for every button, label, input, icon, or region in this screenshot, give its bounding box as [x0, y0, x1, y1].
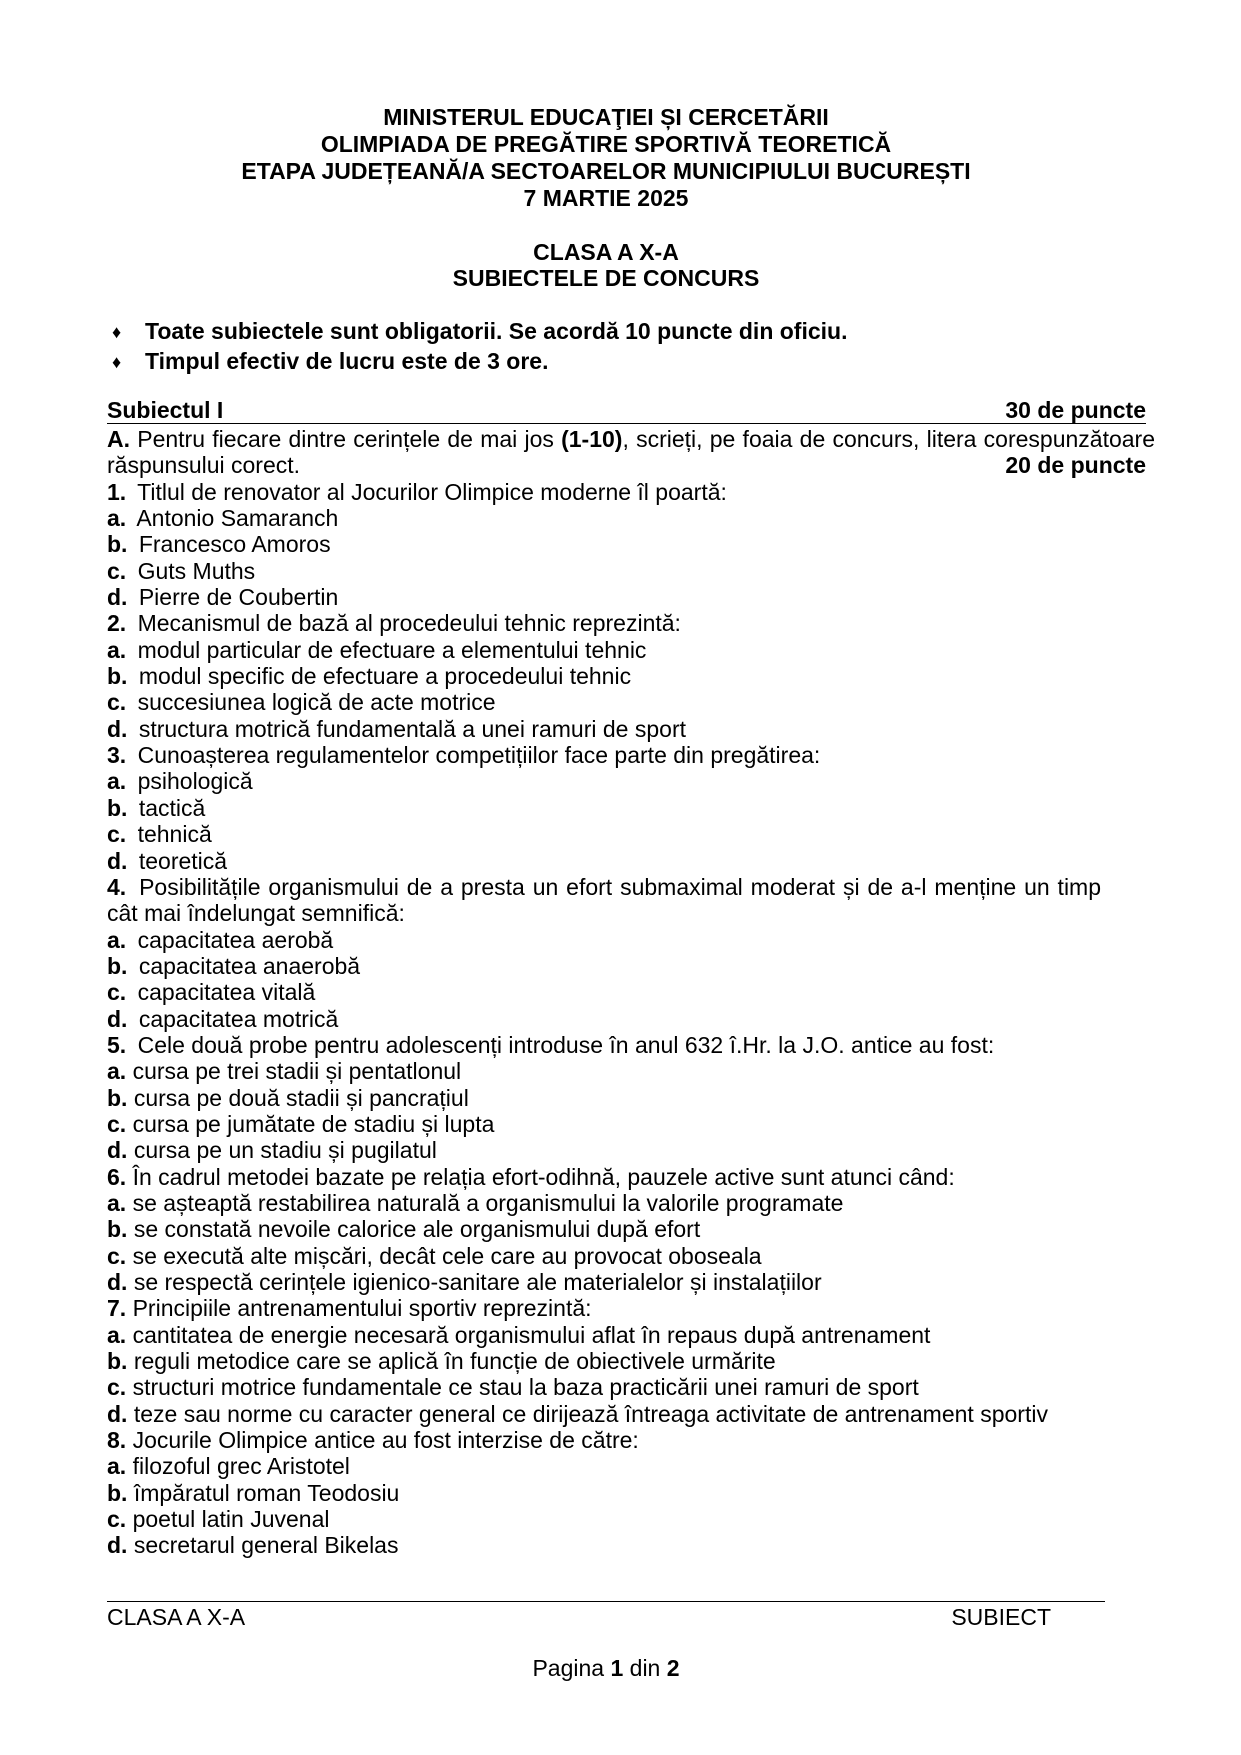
answer-option	[107, 953, 1155, 979]
part-a-range: (1-10)	[561, 426, 623, 452]
question-text: Cunoașterea regulamentelor competițiilor face parte din pregătirea:	[137, 742, 821, 769]
answer-option	[107, 1532, 1155, 1558]
question-text-line	[107, 479, 1155, 505]
option-label: b.	[107, 531, 128, 558]
diamond-bullet-icon	[107, 348, 145, 377]
question-5	[107, 1032, 1155, 1164]
option-text: structuri motrice fundamentale ce stau la baza practicării unei ramuri de sport	[132, 1374, 919, 1401]
question-text-line	[107, 874, 1101, 900]
option-text: reguli metodice care se aplică în funcție de obiectivele urmărite	[133, 1348, 776, 1375]
option-text: filozoful grec Aristotel	[132, 1453, 350, 1480]
question-text: Posibilitățile organismului de a presta un efort submaximal moderat și de a-l menține un timp	[139, 873, 1102, 900]
answer-option	[107, 927, 1155, 953]
answer-option	[107, 584, 1155, 610]
question-2	[107, 610, 1155, 742]
option-text: capacitatea vitală	[137, 979, 316, 1006]
question-3	[107, 742, 1155, 874]
option-label: c.	[107, 1374, 127, 1401]
answer-option	[107, 1401, 1155, 1427]
diamond-bullet-icon	[107, 318, 145, 347]
subject-body	[107, 426, 1155, 1559]
option-text: capacitatea motrică	[138, 1005, 339, 1032]
question-number: 6.	[107, 1163, 127, 1190]
answer-option	[107, 821, 1155, 847]
option-text: psihologică	[137, 768, 253, 795]
option-text: Pierre de Coubertin	[138, 584, 339, 611]
instruction-item	[107, 317, 1107, 347]
instructions-list	[107, 317, 1107, 377]
page-separator: din	[629, 1655, 661, 1681]
answer-option	[107, 1058, 1155, 1084]
answer-option	[107, 1085, 1155, 1111]
option-label: b.	[107, 663, 128, 690]
answer-option	[107, 1269, 1155, 1295]
option-text: se așteaptă restabilirea naturală a organismului la valorile programate	[132, 1189, 844, 1216]
option-text: structura motrică fundamentală a unei ramuri de sport	[138, 715, 686, 742]
option-label: a.	[107, 1321, 127, 1348]
option-label: c.	[107, 557, 127, 584]
question-number: 2.	[107, 610, 127, 637]
answer-option	[107, 1216, 1155, 1242]
question-6	[107, 1164, 1155, 1296]
option-label: b.	[107, 794, 128, 821]
question-list	[107, 479, 1155, 1559]
question-text-line	[107, 610, 1155, 636]
option-label: a.	[107, 505, 127, 532]
option-text: modul specific de efectuare a procedeului tehnic	[138, 663, 632, 690]
option-text: se respectă cerințele igienico-sanitare ale materialelor și instalațiilor	[133, 1269, 822, 1295]
option-label: c.	[107, 821, 127, 848]
option-text: cursa pe trei stadii și pentatlonul	[132, 1058, 462, 1085]
option-text: tehnică	[137, 821, 212, 848]
class-label: CLASA A X-A	[533, 239, 679, 265]
option-text: Antonio Samaranch	[136, 505, 339, 532]
question-text: Cele două probe pentru adolescenți introduse în anul 632 î.Hr. la J.O. antice au fost:	[137, 1031, 995, 1058]
option-label: c.	[107, 1506, 127, 1533]
option-label: b.	[107, 1479, 128, 1506]
option-label: d.	[107, 584, 128, 611]
answer-option	[107, 1374, 1155, 1400]
page-prefix: Pagina	[532, 1655, 605, 1681]
answer-option	[107, 848, 1155, 874]
option-label: b.	[107, 1084, 128, 1111]
footer-class: CLASA A X-A	[107, 1604, 246, 1630]
option-text: se constată nevoile calorice ale organismului după efort	[133, 1216, 701, 1243]
option-label: a.	[107, 1058, 127, 1085]
question-1	[107, 479, 1155, 611]
instruction-text: Toate subiectele sunt obligatorii. Se acordă 10 puncte din oficiu.	[145, 318, 848, 344]
part-a-text: Pentru fiecare dintre cerințele de mai jos	[137, 426, 554, 452]
answer-option	[107, 505, 1155, 531]
part-a-instruction	[107, 426, 1155, 452]
answer-option	[107, 1453, 1155, 1479]
question-text: Principiile antrenamentului sportiv reprezintă:	[132, 1295, 592, 1322]
question-7	[107, 1295, 1155, 1427]
question-text-line	[107, 1032, 1155, 1058]
answer-option	[107, 1506, 1155, 1532]
option-text: teze sau norme cu caracter general ce dirijează întreaga activitate de antrenament sportiv	[133, 1400, 1048, 1427]
option-text: Guts Muths	[137, 557, 256, 584]
option-label: a.	[107, 1189, 127, 1216]
answer-option	[107, 1190, 1155, 1216]
question-number: 7.	[107, 1295, 127, 1322]
option-label: d.	[107, 1269, 128, 1295]
option-text: cursa pe un stadiu și pugilatul	[133, 1137, 437, 1164]
option-label: b.	[107, 952, 128, 979]
answer-option	[107, 531, 1155, 557]
question-8	[107, 1427, 1155, 1559]
part-a-instruction-end	[107, 452, 1146, 478]
option-text: succesiunea logică de acte motrice	[137, 689, 496, 716]
question-text: În cadrul metodei bazate pe relația efort-odihnă, pauzele active sunt atunci când:	[132, 1163, 955, 1190]
exam-date: 7 MARTIE 2025	[523, 185, 689, 211]
answer-option	[107, 663, 1155, 689]
question-text: Jocurile Olimpice antice au fost interzise de către:	[132, 1427, 639, 1454]
question-text: cât mai îndelungat semnifică:	[107, 900, 405, 927]
page-footer	[107, 1604, 1051, 1630]
option-label: d.	[107, 1005, 128, 1032]
page-current: 1	[610, 1655, 624, 1681]
page-total: 2	[666, 1655, 680, 1681]
page-number	[107, 1655, 1105, 1681]
option-text: teoretică	[138, 847, 228, 874]
option-label: b.	[107, 1216, 128, 1243]
option-label: d.	[107, 1137, 128, 1164]
question-text: Mecanismul de bază al procedeului tehnic reprezintă:	[137, 610, 681, 637]
option-text: modul particular de efectuare a elementului tehnic	[137, 636, 647, 663]
olympiad-title: OLIMPIADA DE PREGĂTIRE SPORTIVĂ TEORETICĂ	[320, 131, 892, 157]
answer-option	[107, 1243, 1155, 1269]
question-text-line	[107, 1427, 1155, 1453]
option-text: se execută alte mișcări, decât cele care au provocat oboseala	[132, 1242, 762, 1269]
option-text: cursa pe două stadii și pancrațiul	[133, 1084, 469, 1111]
subject-heading	[107, 398, 1146, 424]
answer-option	[107, 1137, 1155, 1163]
option-text: poetul latin Juvenal	[132, 1506, 330, 1533]
option-label: c.	[107, 979, 127, 1006]
question-number: 4.	[107, 873, 127, 900]
answer-option	[107, 689, 1155, 715]
option-text: cursa pe jumătate de stadiu și lupta	[132, 1110, 495, 1137]
option-label: a.	[107, 636, 127, 663]
answer-option	[107, 558, 1155, 584]
part-a-text-continued: , scrieți, pe foaia de concurs, litera corespunzătoare	[622, 426, 1156, 452]
class-block	[107, 239, 1105, 291]
part-a-text-end: răspunsului corect.	[107, 452, 301, 479]
ministry-title: MINISTERUL EDUCAŢIEI ȘI CERCETĂRII	[383, 104, 829, 130]
answer-option	[107, 637, 1155, 663]
answer-option	[107, 1348, 1155, 1374]
part-a-label: A.	[107, 426, 130, 452]
question-text-line	[107, 1295, 1155, 1321]
answer-option	[107, 1480, 1155, 1506]
part-a-points: 20 de puncte	[1005, 452, 1146, 479]
option-text: cantitatea de energie necesară organismului aflat în repaus după antrenament	[132, 1321, 931, 1348]
option-text: capacitatea anaerobă	[138, 952, 361, 979]
question-number: 8.	[107, 1427, 127, 1454]
stage-title: ETAPA JUDEȚEANĂ/A SECTOARELOR MUNICIPIULUI BUCUREȘTI	[241, 158, 971, 184]
question-text-line	[107, 742, 1155, 768]
question-number: 1.	[107, 478, 127, 505]
answer-option	[107, 1322, 1155, 1348]
option-text: tactică	[138, 794, 206, 821]
option-label: b.	[107, 1348, 128, 1375]
instruction-text: Timpul efectiv de lucru este de 3 ore.	[145, 348, 549, 374]
subject-title: Subiectul I	[107, 397, 224, 423]
answer-option	[107, 795, 1155, 821]
footer-document-type: SUBIECT	[951, 1604, 1051, 1630]
option-label: d.	[107, 1532, 128, 1559]
answer-option	[107, 716, 1155, 742]
option-label: a.	[107, 1453, 127, 1480]
option-label: d.	[107, 847, 128, 874]
answer-option	[107, 1006, 1155, 1032]
question-number: 3.	[107, 742, 127, 769]
option-label: c.	[107, 1242, 127, 1269]
answer-option	[107, 768, 1155, 794]
instruction-item	[107, 347, 1107, 377]
footer-rule	[107, 1601, 1105, 1602]
question-text-line-continued	[107, 900, 1155, 926]
option-label: d.	[107, 715, 128, 742]
option-text: secretarul general Bikelas	[133, 1532, 399, 1559]
answer-option	[107, 1111, 1155, 1137]
question-number: 5.	[107, 1031, 127, 1058]
option-label: a.	[107, 926, 127, 953]
question-text-line	[107, 1164, 1155, 1190]
option-label: a.	[107, 768, 127, 795]
question-text: Titlul de renovator al Jocurilor Olimpice moderne îl poartă:	[137, 478, 727, 505]
option-label: d.	[107, 1400, 128, 1427]
subject-points: 30 de puncte	[1005, 397, 1146, 423]
document-header	[107, 104, 1105, 212]
document-subtitle: SUBIECTELE DE CONCURS	[452, 265, 760, 291]
question-4	[107, 874, 1155, 1032]
option-text: împăratul roman Teodosiu	[133, 1479, 400, 1506]
option-label: c.	[107, 689, 127, 716]
option-text: Francesco Amoros	[138, 531, 331, 558]
option-text: capacitatea aerobă	[137, 926, 334, 953]
option-label: c.	[107, 1110, 127, 1137]
answer-option	[107, 979, 1155, 1005]
